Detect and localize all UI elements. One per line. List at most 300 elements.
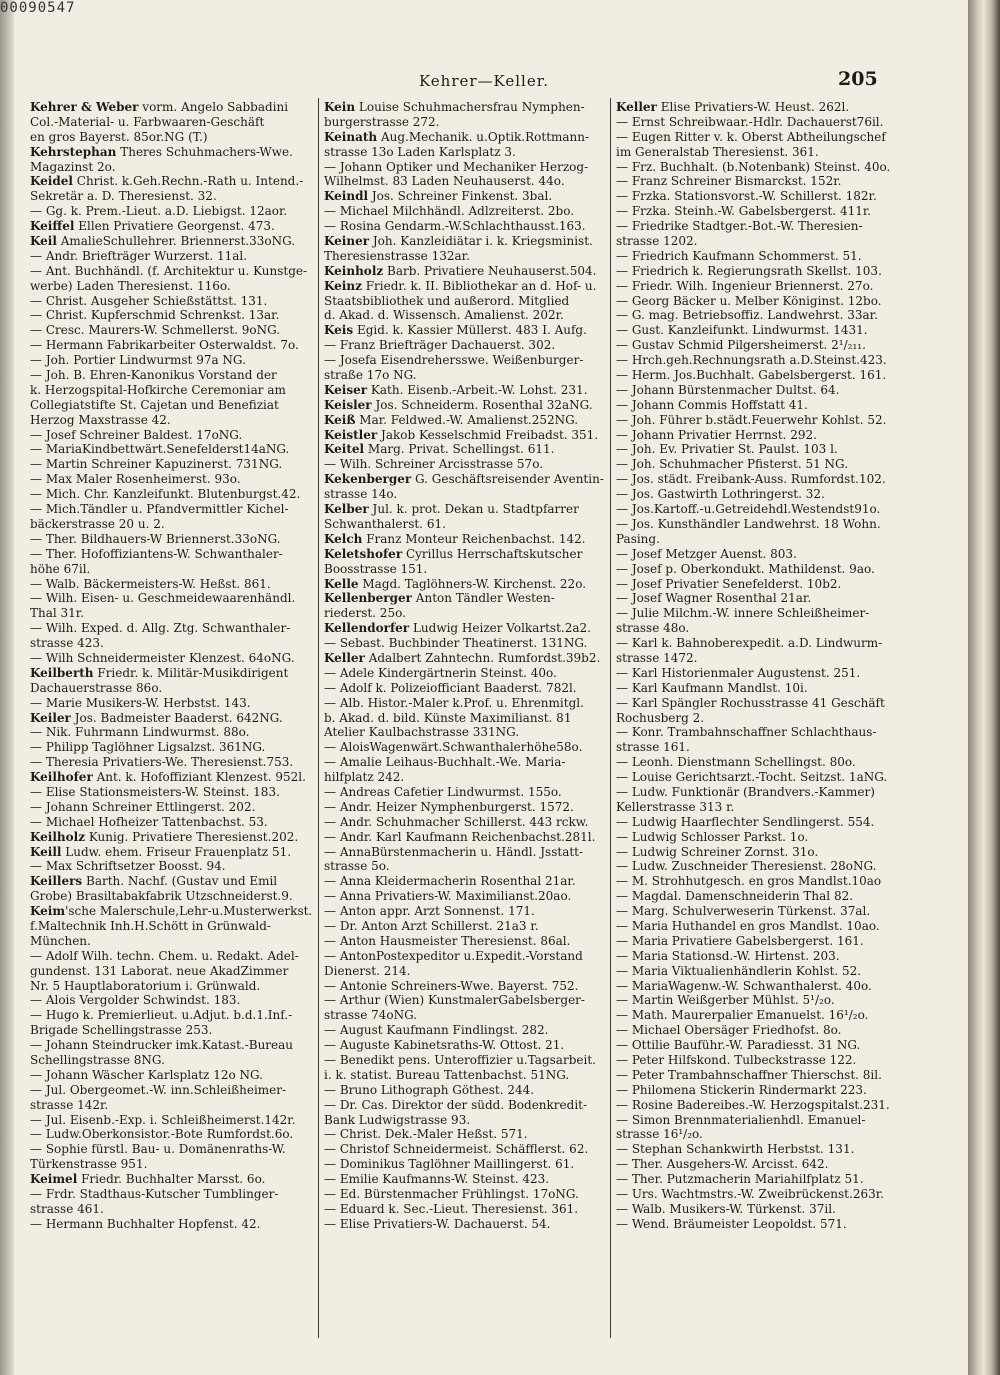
entry-text: strasse 13o Laden Karlsplatz 3. (324, 144, 516, 159)
entry-text: vorm. Angelo Sabbadini (138, 100, 289, 114)
directory-entry-line (30, 1142, 320, 1157)
directory-entry-line (324, 368, 614, 383)
entry-text: strasse 5o. (324, 859, 390, 874)
directory-entry-line (30, 725, 320, 740)
entry-text: gundenst. 131 Laborat. neue AkadZimmer (30, 963, 289, 978)
entry-text: — Hermann Buchhalter Hopfenst. 42. (30, 1216, 261, 1231)
entry-text: Sekretär a. D. Theresienst. 32. (30, 189, 217, 204)
directory-entry-line (30, 279, 320, 294)
directory-entry-line (616, 368, 906, 383)
entry-text: — Emilie Kaufmanns-W. Steinst. 423. (324, 1172, 550, 1187)
directory-entry-line (324, 1172, 614, 1187)
directory-entry-line (616, 264, 906, 279)
entry-text: Christ. k.Geh.Rechn.-Rath u. Intend.- (72, 174, 304, 189)
entry-text: Adalbert Zahntechn. Rumfordst.39b2. (364, 650, 601, 665)
entry-text: — Cresc. Maurers-W. Schmellerst. 9oNG. (30, 323, 281, 338)
directory-entry-line (616, 100, 906, 115)
directory-entry-line (30, 711, 320, 726)
directory-entry-line (324, 606, 614, 621)
directory-entry-line (30, 294, 320, 309)
entry-text: — Marie Musikers-W. Herbstst. 143. (30, 695, 251, 710)
entry-text: — Mich.Tändler u. Pfandvermittler Kichel- (30, 502, 289, 517)
directory-entry-line (324, 1113, 614, 1128)
entry-text: — Elise Stationsmeisters-W. Steinst. 183. (30, 784, 280, 799)
page-number: 205 (838, 68, 878, 90)
directory-entry-line (30, 145, 320, 160)
entry-text: — Christ. Ausgeher Schießstättst. 131. (30, 293, 268, 308)
entry-text: — Friedr. Wilh. Ingenieur Briennerst. 27o. (616, 278, 874, 293)
directory-entry-line (616, 502, 906, 517)
entry-surname: Keinath (324, 129, 378, 144)
entry-text: — Josef p. Oberkondukt. Mathildenst. 9ao. (616, 561, 875, 576)
entry-text: — Wilh. Eisen- u. Geschmeidewaarenhändl. (30, 591, 296, 606)
entry-text: — Martin Weißgerber Mühlst. 5¹/₂o. (616, 993, 835, 1008)
entry-text: — Alb. Histor.-Maler k.Prof. u. Ehrenmitgl. (324, 695, 584, 710)
directory-entry-line (30, 1053, 320, 1068)
directory-entry-line (30, 264, 320, 279)
entry-text: Kellerstrasse 313 r. (616, 799, 735, 814)
entry-text: — Ant. Buchhändl. (f. Architektur u. Kunstge- (30, 263, 308, 278)
entry-text: Friedr. k. Militär-Musikdirigent (93, 665, 289, 680)
directory-entry-line (324, 457, 614, 472)
directory-entry-line (616, 204, 906, 219)
entry-text: Ludw. ehem. Friseur Frauenplatz 51. (61, 844, 292, 859)
entry-text: — Andr. Schuhmacher Schillerst. 443 rckw. (324, 814, 589, 829)
directory-entry-line (30, 115, 320, 130)
entry-surname: Keller (616, 100, 657, 114)
directory-entry-line (30, 979, 320, 994)
entry-text: — Ludwig Schlosser Parkst. 1o. (616, 829, 809, 844)
directory-entry-line (30, 1008, 320, 1023)
directory-entry-line (616, 889, 906, 904)
directory-entry-line (616, 428, 906, 443)
directory-column-1 (30, 100, 320, 1232)
entry-text: — AloisWagenwärt.Schwanthalerhöhe58o. (324, 740, 583, 755)
entry-surname: Keindl (324, 189, 369, 204)
directory-entry-line (30, 1187, 320, 1202)
directory-entry-line (324, 1142, 614, 1157)
entry-surname: Keidel (30, 174, 73, 189)
entry-text: Barth. Nachf. (Gustav und Emil (82, 874, 278, 889)
entry-text: Kath. Eisenb.-Arbeit.-W. Lohst. 231. (367, 382, 588, 397)
directory-entry-line (324, 517, 614, 532)
directory-entry-line (30, 606, 320, 621)
entry-text: — Gust. Kanzleifunkt. Lindwurmst. 1431. (616, 323, 868, 338)
entry-text: — Gustav Schmid Pilgersheimerst. 2¹/₂₁₁. (616, 338, 866, 353)
directory-entry-line (324, 1098, 614, 1113)
directory-entry-line (30, 755, 320, 770)
entry-text: strasse 14o. (324, 487, 398, 502)
directory-entry-line (30, 666, 320, 681)
directory-entry-line (324, 1038, 614, 1053)
directory-entry-line (324, 755, 614, 770)
directory-entry-line (616, 338, 906, 353)
directory-entry-line (30, 174, 320, 189)
entry-surname: Keim (30, 904, 66, 919)
entry-text: — MariaWagenw.-W. Schwanthalerst. 40o. (616, 978, 872, 993)
directory-entry-line (30, 428, 320, 443)
entry-text: im Generalstab Theresienst. 361. (616, 144, 819, 159)
entry-text: — Dr. Cas. Direktor der südd. Bodenkredit- (324, 1097, 588, 1112)
directory-entry-line (324, 100, 614, 115)
directory-entry-line (616, 353, 906, 368)
entry-text: — Walb. Bäckermeisters-W. Heßst. 861. (30, 576, 271, 591)
entry-text: — Antonie Schreiners-Wwe. Bayerst. 752. (324, 978, 579, 993)
directory-entry-line (616, 234, 906, 249)
entry-text: — Wilh Schneidermeister Klenzest. 64oNG. (30, 650, 295, 665)
entry-text: — Jos. städt. Freibank-Auss. Rumfordst.102. (616, 472, 886, 487)
directory-entry-line (324, 845, 614, 860)
entry-text: en gros Bayerst. 85or.NG (T.) (30, 129, 208, 144)
directory-entry-line (616, 1068, 906, 1083)
directory-entry-line (324, 681, 614, 696)
directory-entry-line (30, 919, 320, 934)
directory-entry-line (616, 725, 906, 740)
directory-entry-line (616, 219, 906, 234)
entry-surname: Keilberth (30, 665, 94, 680)
directory-entry-line (324, 562, 614, 577)
directory-entry-line (616, 294, 906, 309)
directory-entry-line (30, 502, 320, 517)
entry-text: — Johann Wäscher Karlsplatz 12o NG. (30, 1067, 263, 1082)
entry-text: Schellingstrasse 8NG. (30, 1053, 165, 1067)
directory-entry-line (30, 1127, 320, 1142)
entry-text: — Rosine Badereibes.-W. Herzogspitalst.231. (616, 1097, 890, 1112)
directory-entry-line (30, 591, 320, 606)
entry-text: höhe 67il. (30, 561, 91, 576)
entry-text: — Konr. Trambahnschaffner Schlachthaus- (616, 725, 877, 740)
entry-text: — Louise Gerichtsarzt.-Tocht. Seitzst. 1aNG. (616, 770, 888, 785)
directory-entry-line (616, 1113, 906, 1128)
entry-text: Kunig. Privatiere Theresienst.202. (85, 829, 299, 844)
entry-text: — Hrch.geh.Rechnungsrath a.D.Steinst.423. (616, 353, 887, 368)
directory-entry-line (616, 517, 906, 532)
directory-entry-line (30, 457, 320, 472)
entry-text: Marg. Privat. Schellingst. 611. (364, 442, 555, 457)
entry-text: — Andr. Heizer Nymphenburgerst. 1572. (324, 799, 574, 814)
entry-text: k. Herzogspital-Hofkirche Ceremoniar am (30, 382, 286, 397)
entry-text: — Karl Spängler Rochusstrasse 41 Geschäft (616, 695, 885, 710)
directory-entry-line (616, 1217, 906, 1232)
entry-text: Herzog Maxstrasse 42. (30, 412, 171, 427)
directory-entry-line (324, 502, 614, 517)
entry-surname: Kelber (324, 502, 369, 517)
entry-text: — Sophie fürstl. Bau- u. Domänenraths-W. (30, 1142, 286, 1157)
entry-surname: Keletshofer (324, 546, 403, 561)
entry-text: — Karl Kaufmann Mandlst. 10i. (616, 680, 808, 695)
directory-entry-line (324, 353, 614, 368)
directory-entry-line (324, 160, 614, 175)
entry-text: Ellen Privatiere Georgenst. 473. (74, 219, 275, 234)
directory-entry-line (616, 740, 906, 755)
entry-text: — Joh. Schuhmacher Pfisterst. 51 NG. (616, 457, 849, 472)
entry-text: — Johann Bürstenmacher Dultst. 64. (616, 382, 840, 397)
entry-text: — Wilh. Exped. d. Allg. Ztg. Schwanthaler- (30, 621, 291, 636)
directory-entry-line (30, 413, 320, 428)
entry-text: — Adolf k. Polizeiofficiant Baaderst. 782l. (324, 680, 577, 695)
directory-entry-line (30, 368, 320, 383)
entry-text: strasse 161. (616, 740, 690, 755)
directory-entry-line (324, 740, 614, 755)
directory-entry-line (324, 1187, 614, 1202)
directory-entry-line (30, 1083, 320, 1098)
entry-text: — Maria Stationsd.-W. Hirtenst. 203. (616, 948, 840, 963)
directory-entry-line (30, 100, 320, 115)
entry-surname: Keilhofer (30, 770, 93, 785)
entry-text: Thal 31r. (30, 606, 85, 621)
directory-entry-line (324, 696, 614, 711)
directory-entry-line (324, 1068, 614, 1083)
entry-text: — Magdal. Damenschneiderin Thal 82. (616, 889, 854, 904)
entry-text: burgerstrasse 272. (324, 114, 440, 129)
directory-entry-line (324, 770, 614, 785)
directory-entry-line (324, 964, 614, 979)
entry-text: Pasing. (616, 531, 660, 546)
directory-entry-line (616, 874, 906, 889)
directory-entry-line (324, 621, 614, 636)
directory-entry-line (324, 204, 614, 219)
entry-surname: Keil (30, 234, 57, 249)
directory-entry-line (30, 577, 320, 592)
entry-text: — Frzka. Steinh.-W. Gabelsbergerst. 411r. (616, 204, 872, 219)
entry-text: — Anna Kleidermacherin Rosenthal 21ar. (324, 874, 576, 889)
entry-text: — Wend. Bräumeister Leopoldst. 571. (616, 1216, 847, 1231)
entry-text: AmalieSchullehrer. Briennerst.33oNG. (56, 234, 296, 249)
entry-text: — Michael Hofheizer Tattenbachst. 53. (30, 814, 268, 829)
entry-text: — Anton appr. Arzt Sonnenst. 171. (324, 904, 535, 919)
directory-entry-line (324, 383, 614, 398)
entry-text: strasse 423. (30, 636, 104, 651)
entry-text: Grobe) Brasiltabakfabrik Utzschneiderst.9. (30, 889, 293, 904)
entry-text: — Franz Briefträger Dachauerst. 302. (324, 338, 556, 353)
entry-text: — Ludw.Oberkonsistor.-Bote Rumfordst.6o. (30, 1127, 294, 1142)
directory-entry-line (324, 859, 614, 874)
entry-text: Brigade Schellingstrasse 253. (30, 1023, 213, 1038)
directory-entry-line (30, 1023, 320, 1038)
entry-text: Aug.Mechanik. u.Optik.Rottmann- (377, 129, 590, 144)
directory-entry-line (616, 115, 906, 130)
entry-text: — Leonh. Dienstmann Schellingst. 80o. (616, 755, 856, 770)
directory-entry-line (616, 1172, 906, 1187)
entry-surname: Kelle (324, 576, 359, 591)
entry-text: Egid. k. Kassier Müllerst. 483 I. Aufg. (353, 323, 587, 338)
directory-entry-line (616, 547, 906, 562)
directory-entry-line (616, 160, 906, 175)
entry-text: — Joh. Ev. Privatier St. Paulst. 103 l. (616, 442, 838, 457)
directory-entry-line (30, 770, 320, 785)
directory-entry-line (324, 1127, 614, 1142)
directory-entry-line (616, 711, 906, 726)
entry-surname: Keitel (324, 442, 365, 457)
directory-entry-line (324, 904, 614, 919)
entry-text: — AntonPostexpeditor u.Expedit.-Vorstand (324, 948, 583, 963)
entry-text: d. Akad. d. Wissensch. Amalienst. 202r. (324, 308, 564, 323)
entry-text: Ant. k. Hofoffiziant Klenzest. 952l. (92, 770, 306, 785)
entry-text: — Georg Bäcker u. Melber Königinst. 12bo. (616, 293, 882, 308)
entry-text: — Sebast. Buchbinder Theatinerst. 131NG. (324, 636, 588, 651)
entry-text: Col.-Material- u. Farbwaaren-Geschäft (30, 114, 265, 129)
entry-text: München. (30, 933, 91, 948)
directory-entry-line (324, 442, 614, 457)
entry-text: — Walb. Musikers-W. Türkenst. 37il. (616, 1201, 836, 1216)
directory-entry-line (30, 562, 320, 577)
directory-entry-line (616, 1023, 906, 1038)
directory-entry-line (30, 621, 320, 636)
entry-text: — Mich. Chr. Kanzleifunkt. Blutenburgst.42. (30, 487, 301, 502)
entry-text: — G. mag. Betriebsoffiz. Landwehrst. 33ar. (616, 308, 878, 323)
entry-surname: Keillers (30, 874, 83, 889)
entry-text: — Marg. Schulverweserin Türkenst. 37al. (616, 904, 871, 919)
directory-entry-line (30, 353, 320, 368)
directory-entry-line (616, 964, 906, 979)
directory-entry-line (616, 770, 906, 785)
directory-entry-line (324, 800, 614, 815)
directory-entry-line (30, 249, 320, 264)
entry-text: — Anton Hausmeister Theresienst. 86al. (324, 933, 571, 948)
entry-text: — Stephan Schankwirth Herbstst. 131. (616, 1142, 855, 1157)
entry-text: — Maria Huthandel en gros Mandlst. 10ao. (616, 918, 880, 933)
directory-entry-line (324, 889, 614, 904)
entry-text: — Ludwig Schreiner Zornst. 31o. (616, 844, 819, 859)
directory-entry-line (616, 308, 906, 323)
entry-text: strasse 48o. (616, 621, 690, 636)
directory-entry-line (616, 1187, 906, 1202)
entry-text: — Martin Schreiner Kapuzinerst. 731NG. (30, 457, 283, 472)
entry-text: Bank Ludwigstrasse 93. (324, 1112, 471, 1127)
directory-entry-line (324, 264, 614, 279)
entry-text: strasse 461. (30, 1201, 104, 1216)
entry-surname: Kehrer & Weber (30, 100, 139, 114)
directory-entry-line (30, 696, 320, 711)
directory-entry-line (30, 740, 320, 755)
entry-text: Barb. Privatiere Neuhauserst.504. (383, 263, 597, 278)
entry-text: straße 17o NG. (324, 368, 417, 383)
entry-text: Dachauerstrasse 86o. (30, 680, 163, 695)
directory-entry-line (324, 830, 614, 845)
entry-text: — Eduard k. Sec.-Lieut. Theresienst. 361. (324, 1201, 579, 1216)
directory-entry-line (324, 711, 614, 726)
directory-entry-line (30, 845, 320, 860)
entry-text: Theres Schuhmachers-Wwe. (116, 144, 293, 159)
entry-text: Schwanthalerst. 61. (324, 516, 446, 531)
directory-entry-line (324, 249, 614, 264)
entry-text: — Auguste Kabinetsraths-W. Ottost. 21. (324, 1038, 565, 1053)
directory-entry-line (30, 1202, 320, 1217)
directory-entry-line (30, 308, 320, 323)
entry-surname: Keinz (324, 278, 362, 293)
entry-text: — Peter Trambahnschaffner Thierschst. 8il. (616, 1067, 882, 1082)
entry-text: — Johann Optiker und Mechaniker Herzog- (324, 159, 589, 174)
directory-entry-line (30, 785, 320, 800)
entry-text: — Ther. Bildhauers-W Briennerst.33oNG. (30, 531, 281, 546)
directory-entry-line (324, 294, 614, 309)
directory-entry-line (616, 532, 906, 547)
entry-surname: Keilholz (30, 829, 86, 844)
entry-text: — Maria Viktualienhändlerin Kohlst. 52. (616, 963, 862, 978)
directory-entry-line (616, 636, 906, 651)
directory-entry-line (324, 1053, 614, 1068)
entry-text: Theresienstrasse 132ar. (324, 248, 470, 263)
entry-text: — Theresia Privatiers-We. Theresienst.753. (30, 755, 294, 770)
directory-entry-line (324, 993, 614, 1008)
entry-text: — Karl Historienmaler Augustenst. 251. (616, 665, 861, 680)
directory-entry-line (324, 1157, 614, 1172)
directory-entry-line (324, 413, 614, 428)
directory-entry-line (30, 993, 320, 1008)
directory-entry-line (616, 993, 906, 1008)
directory-entry-line (324, 398, 614, 413)
directory-entry-line (616, 577, 906, 592)
directory-entry-line (616, 696, 906, 711)
directory-entry-line (30, 800, 320, 815)
entry-text: — Wilh. Schreiner Arcisstrasse 57o. (324, 457, 544, 472)
entry-text: — Johann Commis Hoffstatt 41. (616, 397, 808, 412)
directory-entry-line (616, 621, 906, 636)
entry-text: Nr. 5 Hauptlaboratorium i. Grünwald. (30, 978, 261, 993)
directory-entry-line (30, 1068, 320, 1083)
entry-text: — Nik. Fuhrmann Lindwurmst. 88o. (30, 725, 250, 740)
entry-text: Joh. Kanzleidiätar i. k. Kriegsminist. (369, 234, 593, 249)
entry-text: Jos. Schneiderm. Rosenthal 32aNG. (371, 397, 593, 412)
directory-entry-line (616, 1038, 906, 1053)
directory-entry-line (616, 279, 906, 294)
entry-text: i. k. statist. Bureau Tattenbachst. 51NG. (324, 1067, 570, 1082)
directory-entry-line (616, 413, 906, 428)
entry-text: — Johann Privatier Herrnst. 292. (616, 427, 817, 442)
directory-entry-line (616, 979, 906, 994)
entry-text: bäckerstrasse 20 u. 2. (30, 516, 165, 531)
entry-surname: Kelch (324, 531, 363, 546)
directory-entry-line (324, 919, 614, 934)
entry-text: strasse 74oNG. (324, 1008, 418, 1023)
directory-entry-line (30, 189, 320, 204)
directory-entry-line (324, 591, 614, 606)
directory-entry-line (30, 636, 320, 651)
entry-text: — Max Schriftsetzer Boosst. 94. (30, 859, 226, 874)
entry-text: Magd. Taglöhners-W. Kirchenst. 22o. (358, 576, 587, 591)
entry-text: Cyrillus Herrschaftskutscher (402, 546, 583, 561)
directory-entry-line (616, 487, 906, 502)
directory-entry-line (324, 130, 614, 145)
entry-surname: Keistler (324, 427, 378, 442)
directory-entry-line (30, 338, 320, 353)
book-binding-edge (968, 0, 1000, 1375)
directory-entry-line (324, 487, 614, 502)
entry-text: — Rosina Gendarm.-W.Schlachthausst.163. (324, 219, 586, 234)
entry-text: — Jul. Obergeomet.-W. inn.Schleißheimer- (30, 1082, 287, 1097)
entry-text: — August Kaufmann Findlingst. 282. (324, 1023, 549, 1038)
entry-text: — Frdr. Stadthaus-Kutscher Tumblinger- (30, 1187, 279, 1202)
entry-text: — Amalie Leihaus-Buchhalt.-We. Maria- (324, 755, 566, 770)
directory-entry-line (324, 189, 614, 204)
entry-text: — Hermann Fabrikarbeiter Osterwaldst. 7o. (30, 338, 299, 353)
directory-entry-line (30, 964, 320, 979)
directory-entry-line (616, 1053, 906, 1068)
directory-entry-line (324, 219, 614, 234)
directory-entry-line (616, 1008, 906, 1023)
directory-entry-line (30, 1038, 320, 1053)
directory-entry-line (30, 1113, 320, 1128)
entry-surname: Kehrstephan (30, 144, 117, 159)
directory-entry-line (324, 145, 614, 160)
directory-entry-line (30, 219, 320, 234)
directory-entry-line (324, 725, 614, 740)
directory-entry-line (324, 532, 614, 547)
entry-text: Magazinst 2o. (30, 159, 116, 174)
directory-column-2 (324, 100, 614, 1232)
directory-entry-line (616, 145, 906, 160)
directory-entry-line (616, 785, 906, 800)
